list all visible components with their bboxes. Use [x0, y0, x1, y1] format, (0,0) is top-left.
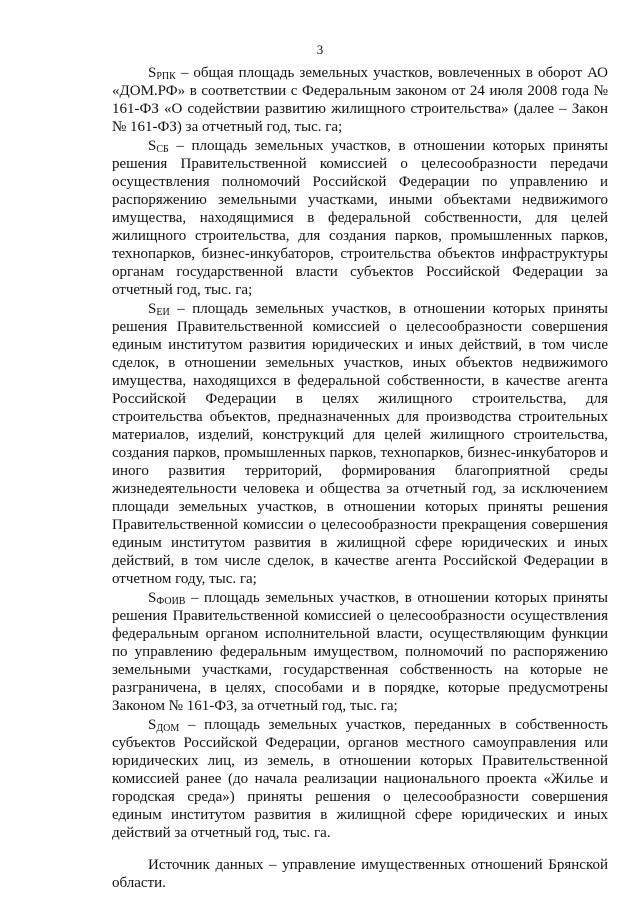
- paragraph-s-foiv: [112, 589, 608, 715]
- page-number: 3: [316, 42, 324, 57]
- paragraph-text: – общая площадь земельных участков, вовлеченных в оборот АО «ДОМ.РФ» в соответствии с Федеральным законом от 24 июля 2008 года № 161-ФЗ «О содействии развитию жилищного строительства» (далее – Закон № 161-ФЗ) за отчетный год, тыс. га;: [112, 65, 608, 135]
- paragraph-text: – площадь земельных участков, в отношении которых приняты решения Правительственной комиссией о целесообразности совершения единым институтом развития юридических и иных действий, в том числе сделок, в отношении земельных участков, иных объектов недвижимого имущества, находящихся в федеральной собственности, в качестве агента Российской Федерации в целях жилищного строительства, для строительства объектов, предназначенных для производства строительных материалов, изделий, конструкций для целей жилищного строительства, создания парков, промышленных парков, технопарков, бизнес-инкубаторов и иного развития территорий, формирования благоприятной среды жизнедеятельности человека и общества за отчетный год, за исключением площади земельных участков, в отношении которых приняты решения Правительственной комиссии о целесообразности прекращения совершения единым институтом развития в жилищной сфере юридических и иных действий, в том числе сделок, в качестве агента Российской Федерации в отчетном году, тыс. га;: [112, 301, 608, 587]
- paragraph-s-dom: [112, 716, 608, 842]
- paragraph-s-rpk: [112, 64, 608, 136]
- symbol-s-rpk: $S_{РПК}$: [148, 65, 176, 82]
- paragraph-s-ei: [112, 300, 608, 588]
- paragraph-text: – площадь земельных участков, переданных в собственность субъектов Российской Федерации, органов местного самоуправления или юридических лиц, из земель, в отношении которых Правительственной комиссией ранее (до начала реализации национального проекта «Жилье и городская среда») приняты решения о целесообразности совершения единым институтом развития в жилищной сфере юридических и иных действий за отчетный год, тыс. га.: [112, 717, 608, 841]
- symbol-s-foiv: $S_{ФОИВ}$: [148, 590, 186, 607]
- document-body: [112, 64, 608, 893]
- paragraph-text: – площадь земельных участков, в отношении которых приняты решения Правительственной комиссией о целесообразности передачи осуществления полномочий Российской Федерации по управлению и распоряжению земельными участками, иными объектами недвижимого имущества, находящимися в федеральной собственности, для целей жилищного строительства, для создания парков, промышленных парков, технопарков, бизнес-инкубаторов, строительства объектов инфраструктуры органам государственной власти субъектов Российской Федерации за отчетный год, тыс. га;: [112, 138, 608, 298]
- paragraph-s-sb: [112, 137, 608, 299]
- symbol-s-sb: $S_{СБ}$: [148, 138, 169, 155]
- paragraph-text: – площадь земельных участков, в отношении которых приняты решения Правительственной комиссией о целесообразности осуществления федеральным органом исполнительной власти, осуществляющим функции по управлению федеральным имуществом, полномочий по распоряжению земельными участками, государственная собственность на которые не разграничена, в целях, способами и в порядке, которые предусмотрены Законом № 161-ФЗ, за отчетный год, тыс. га;: [112, 590, 608, 714]
- source-note: Источник данных – управление имущественных отношений Брянской области.: [112, 857, 608, 891]
- symbol-s-dom: $S_{ДОМ}$: [148, 717, 180, 734]
- symbol-s-ei: $S_{ЕИ}$: [148, 301, 170, 318]
